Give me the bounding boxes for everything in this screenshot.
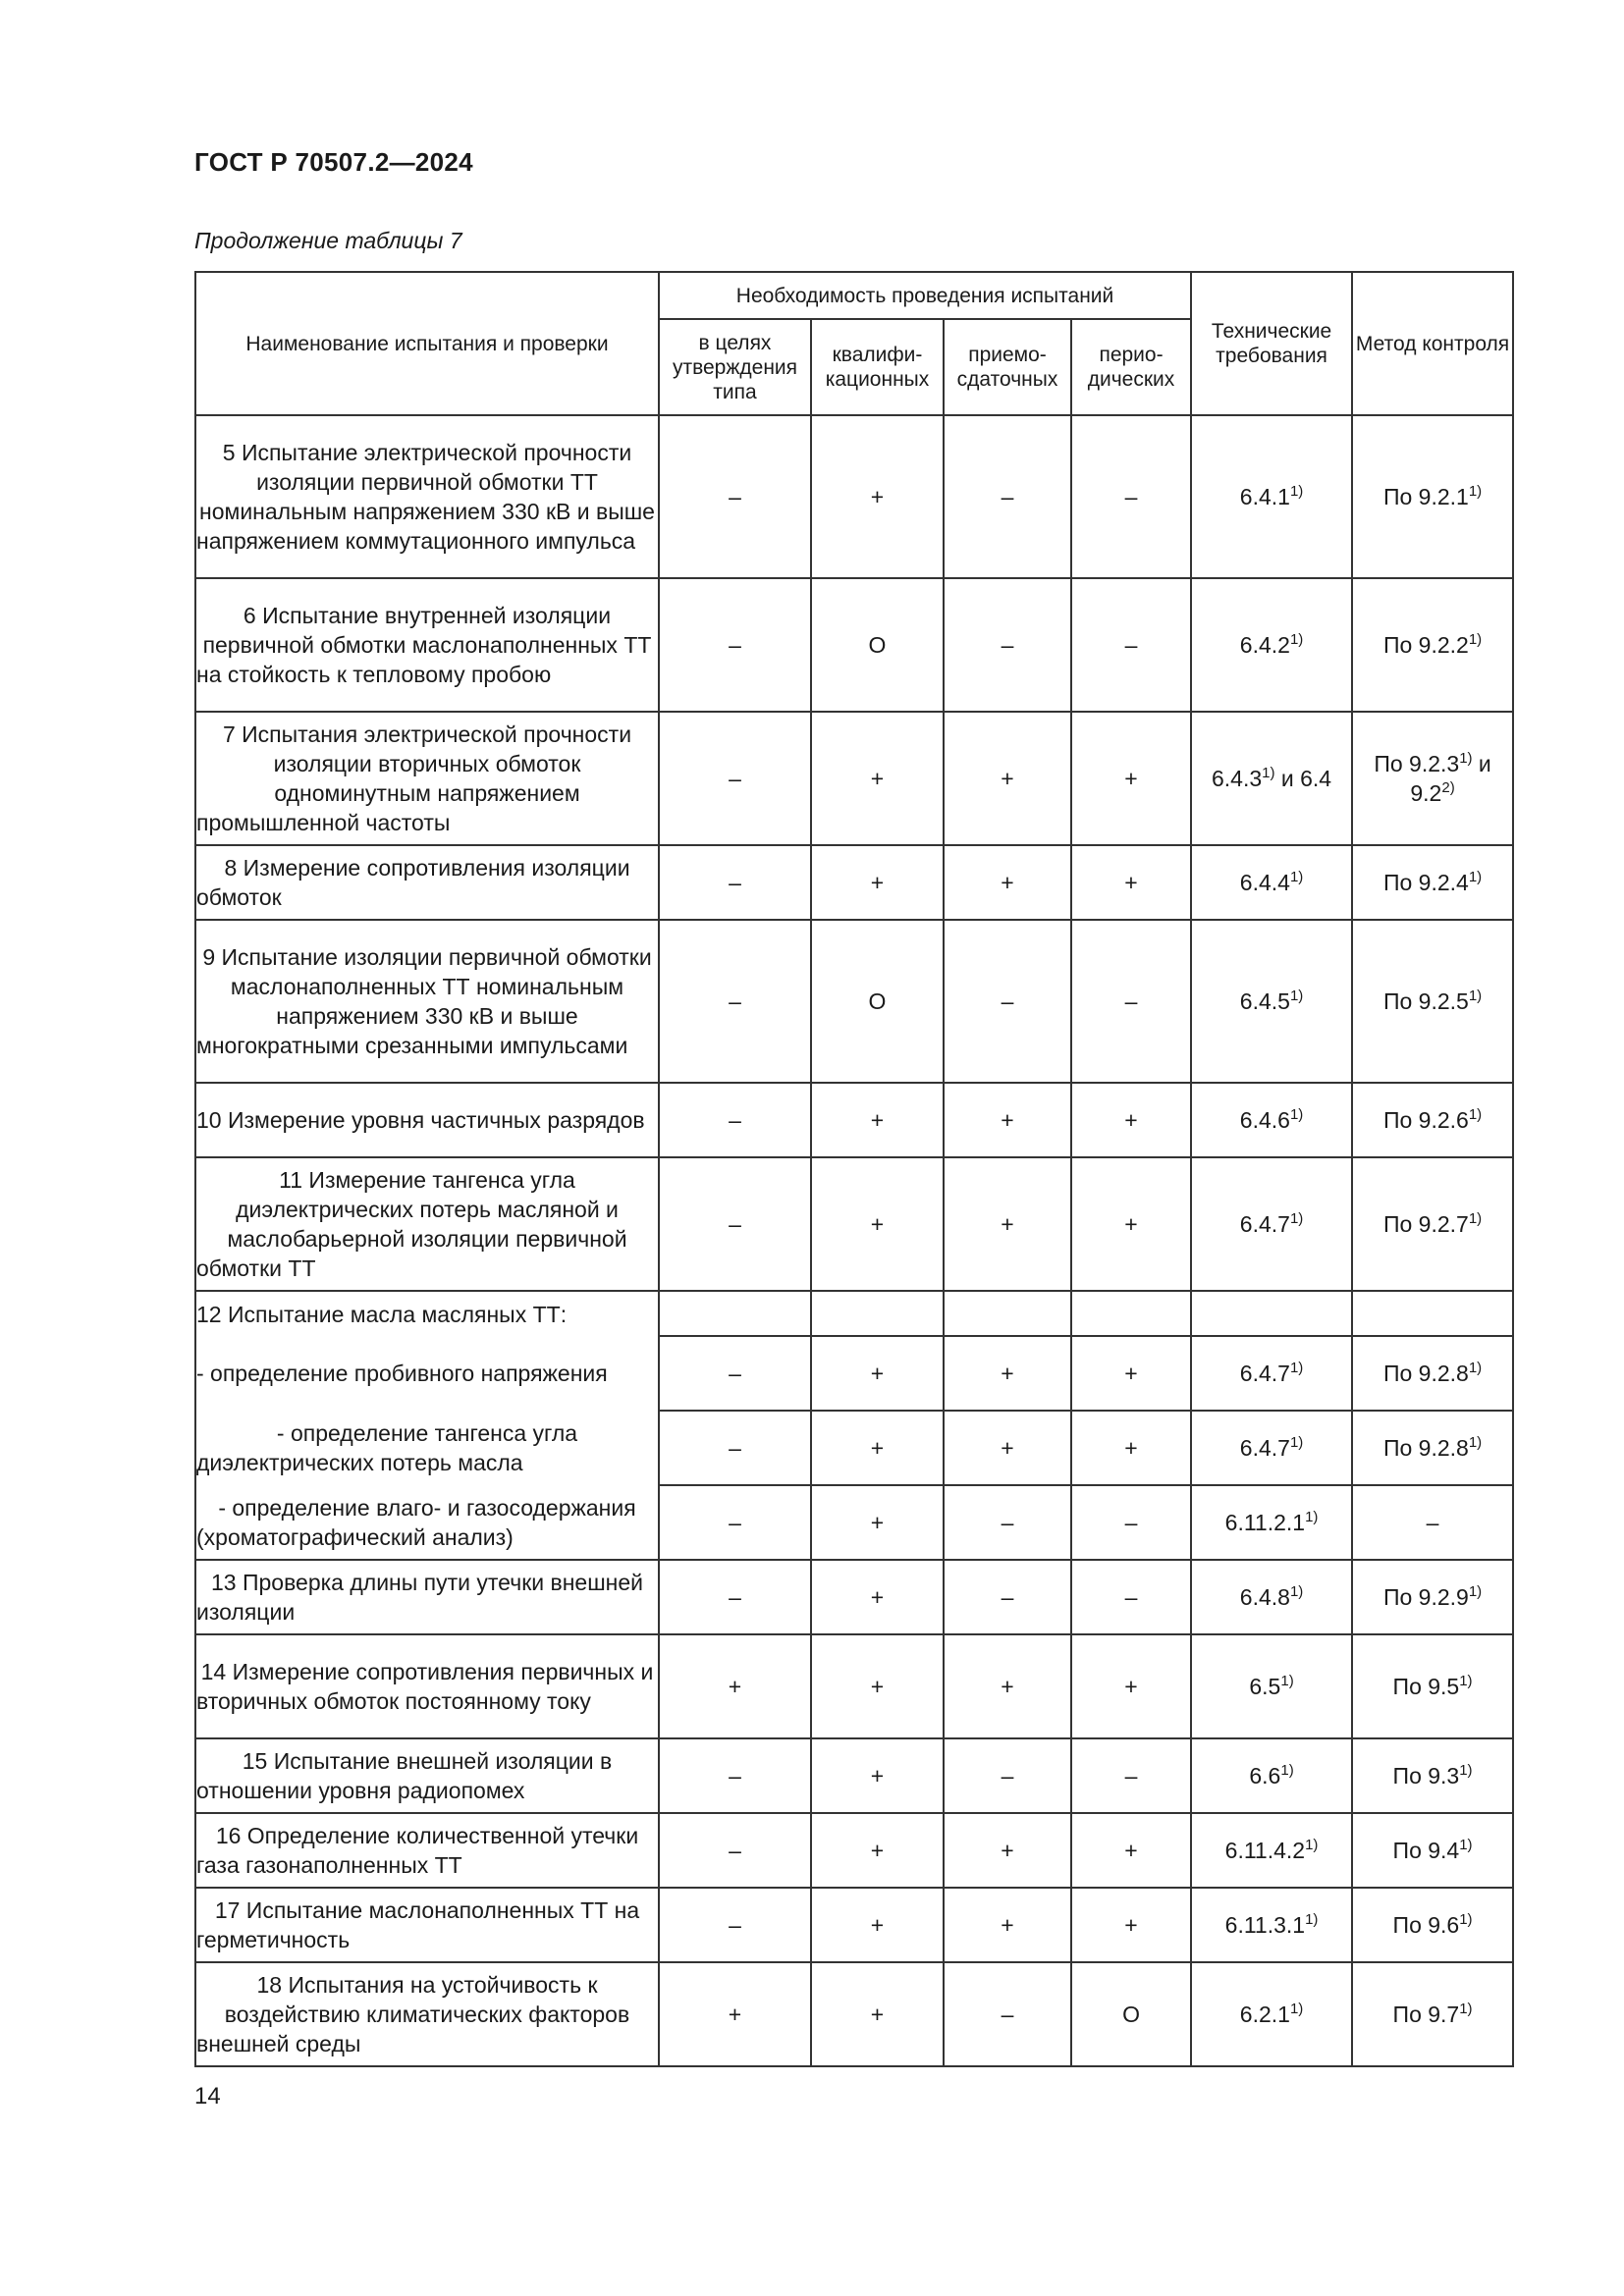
requirement-ref: 6.4.5 [1239,988,1290,1014]
requirement-tail: и 6.4 [1274,766,1332,791]
type-approval-mark: – [659,1411,811,1485]
table-row [195,1962,1513,2066]
requirement-footnote: 1) [1280,1673,1294,1689]
table-row [195,1560,1513,1634]
control-method-cell [1352,1634,1513,1738]
control-method-cell [1352,1411,1513,1485]
requirement-ref: 6.4.3 [1211,766,1263,791]
test-name: 7 Испытания электрической прочности изоляции вторичных обмоток одноминутным напряжением промышленной частоты [195,712,659,845]
table-row [195,1411,1513,1485]
tech-requirement-cell [1191,1813,1352,1888]
type-approval-mark: – [659,920,811,1083]
test-name: 8 Измерение сопротивления изоляции обмоток [195,845,659,920]
requirement-ref: 6.4.6 [1239,1107,1290,1133]
method-ref: По 9.2.9 [1382,1584,1469,1610]
table-row [195,1485,1513,1560]
qualification-mark: + [811,1485,944,1560]
tech-requirement-cell [1191,712,1352,845]
type-approval-mark: – [659,1560,811,1634]
control-method-cell [1352,1962,1513,2066]
method-footnote: 1) [1459,1673,1473,1689]
type-approval-mark: – [659,712,811,845]
method-footnote: 1) [1459,1911,1473,1928]
requirement-ref: 6.4.7 [1239,1435,1290,1461]
control-method-cell [1352,712,1513,845]
method-footnote: 1) [1468,988,1483,1004]
method-ref: По 9.2.2 [1382,632,1469,658]
control-method-cell [1352,1157,1513,1291]
tech-requirement-cell [1191,415,1352,578]
requirement-ref: 6.11.4.2 [1224,1838,1306,1863]
acceptance-mark: + [944,712,1071,845]
qualification-mark: + [811,845,944,920]
requirement-footnote: 1) [1289,1434,1304,1451]
requirement-footnote: 1) [1305,1837,1319,1853]
method-footnote: 1) [1459,750,1473,767]
test-name: 11 Измерение тангенса угла диэлектрических потерь масляной и маслобарьерной изоляции первичной обмотки ТТ [195,1157,659,1291]
requirement-ref: 6.4.4 [1239,870,1290,895]
control-method-cell [1352,1560,1513,1634]
requirement-ref: 6.11.2.1 [1224,1510,1306,1535]
acceptance-mark: + [944,1336,1071,1411]
header-necessity-group: Необходимость проведения испытаний [659,272,1191,319]
requirement-footnote: 1) [1289,1583,1304,1600]
tech-requirement-cell [1191,1634,1352,1738]
acceptance-mark: + [944,1634,1071,1738]
method-ref: – [1426,1510,1439,1535]
tech-requirement-cell [1191,1336,1352,1411]
table-body [195,415,1513,2066]
tech-requirement-cell [1191,1560,1352,1634]
table-row [195,712,1513,845]
tech-requirement-cell [1191,1962,1352,2066]
requirement-footnote: 1) [1289,2001,1304,2017]
method-ref: По 9.2.4 [1382,870,1469,895]
method-footnote: 1) [1468,1210,1483,1227]
method-ref: По 9.3 [1392,1763,1460,1789]
requirement-footnote: 1) [1289,869,1304,885]
method-footnote: 1) [1468,483,1483,500]
method-ref: По 9.2.8 [1382,1361,1469,1386]
type-approval-mark: – [659,1888,811,1962]
type-approval-mark: – [659,1813,811,1888]
periodic-mark: + [1071,1411,1191,1485]
control-method-cell [1352,1485,1513,1560]
acceptance-mark: + [944,1083,1071,1157]
header-control-method: Метод контроля [1352,272,1513,415]
control-method-cell [1352,415,1513,578]
qualification-mark: + [811,1157,944,1291]
control-method-cell [1352,1083,1513,1157]
type-approval-mark: – [659,1083,811,1157]
requirement-footnote: 1) [1280,1762,1294,1779]
periodic-mark: + [1071,845,1191,920]
control-method-cell [1352,1888,1513,1962]
test-name: 10 Измерение уровня частичных разрядов [195,1083,659,1157]
periodic-mark: + [1071,1157,1191,1291]
header-name: Наименование испытания и проверки [195,272,659,415]
empty-cell [1191,1291,1352,1336]
qualification-mark: + [811,1083,944,1157]
tech-requirement-cell [1191,1888,1352,1962]
test-name: - определение влаго- и газосодержания (хроматографический анализ) [195,1485,659,1560]
control-method-cell [1352,1336,1513,1411]
method-footnote: 1) [1459,1837,1473,1853]
table-row [195,1336,1513,1411]
requirement-ref: 6.4.7 [1239,1361,1290,1386]
type-approval-mark: – [659,1157,811,1291]
test-name: 17 Испытание маслонаполненных ТТ на герметичность [195,1888,659,1962]
periodic-mark: + [1071,712,1191,845]
oil-group-title: 12 Испытание масла масляных ТТ: [195,1291,659,1336]
method-ref: По 9.2.8 [1382,1435,1469,1461]
method-footnote: 1) [1468,1106,1483,1123]
control-method-cell [1352,1813,1513,1888]
qualification-mark: + [811,1962,944,2066]
method-ref: По 9.4 [1392,1838,1460,1863]
type-approval-mark: – [659,1485,811,1560]
acceptance-mark: + [944,1411,1071,1485]
requirement-footnote: 1) [1289,483,1304,500]
periodic-mark: + [1071,1813,1191,1888]
tech-requirement-cell [1191,1157,1352,1291]
periodic-mark: О [1071,1962,1191,2066]
requirement-ref: 6.4.8 [1239,1584,1290,1610]
acceptance-mark: + [944,1157,1071,1291]
table-row [195,1634,1513,1738]
qualification-mark: + [811,1888,944,1962]
method-ref: По 9.7 [1392,2002,1460,2027]
test-name: 18 Испытания на устойчивость к воздействию климатических факторов внешней среды [195,1962,659,2066]
method-ref: По 9.2.6 [1382,1107,1469,1133]
tests-table [194,271,1514,2067]
method-tail: и 9.2 [1410,751,1491,806]
table-row [195,1888,1513,1962]
method-ref: По 9.2.1 [1382,484,1469,509]
method-footnote: 1) [1459,1762,1473,1779]
qualification-mark: + [811,712,944,845]
qualification-mark: + [811,1336,944,1411]
document-header: ГОСТ Р 70507.2—2024 [194,147,473,177]
table-row [195,578,1513,712]
requirement-footnote: 1) [1305,1509,1319,1525]
requirement-footnote: 1) [1289,631,1304,648]
qualification-mark: + [811,1560,944,1634]
table-caption: Продолжение таблицы 7 [194,228,462,253]
table-row [195,415,1513,578]
test-name: 13 Проверка длины пути утечки внешней изоляции [195,1560,659,1634]
periodic-mark: + [1071,1083,1191,1157]
table-row [195,1083,1513,1157]
acceptance-mark: + [944,1888,1071,1962]
periodic-mark: + [1071,1634,1191,1738]
requirement-ref: 6.4.1 [1239,484,1290,509]
tech-requirement-cell [1191,845,1352,920]
method-footnote: 1) [1468,869,1483,885]
qualification-mark: О [811,920,944,1083]
header-qualification: квалифи-кационных [811,319,944,415]
qualification-mark: + [811,415,944,578]
requirement-footnote: 1) [1305,1911,1319,1928]
type-approval-mark: – [659,415,811,578]
empty-cell [1071,1291,1191,1336]
type-approval-mark: – [659,578,811,712]
periodic-mark: – [1071,578,1191,712]
periodic-mark: – [1071,1738,1191,1813]
test-name: 6 Испытание внутренней изоляции первичной обмотки маслонаполненных ТТ на стойкость к тепловому пробою [195,578,659,712]
requirement-ref: 6.11.3.1 [1224,1912,1306,1938]
table-row [195,1157,1513,1291]
control-method-cell [1352,1738,1513,1813]
requirement-footnote: 1) [1289,1210,1304,1227]
acceptance-mark: – [944,1560,1071,1634]
acceptance-mark: – [944,415,1071,578]
table-row [195,1738,1513,1813]
acceptance-mark: – [944,1485,1071,1560]
header-tech-requirements: Технические требования [1191,272,1352,415]
method-ref: По 9.2.3 [1374,751,1460,776]
qualification-mark: О [811,578,944,712]
acceptance-mark: + [944,845,1071,920]
type-approval-mark: – [659,1336,811,1411]
method-footnote: 1) [1468,631,1483,648]
tech-requirement-cell [1191,1485,1352,1560]
method-ref: По 9.2.7 [1382,1211,1469,1237]
acceptance-mark: – [944,1962,1071,2066]
tech-requirement-cell [1191,1411,1352,1485]
test-name: 5 Испытание электрической прочности изоляции первичной обмотки ТТ номинальным напряжением 330 кВ и выше напряжением коммутационного импульса [195,415,659,578]
type-approval-mark: + [659,1634,811,1738]
periodic-mark: + [1071,1888,1191,1962]
empty-cell [659,1291,811,1336]
requirement-footnote: 1) [1289,988,1304,1004]
acceptance-mark: – [944,920,1071,1083]
header-periodic: перио-дических [1071,319,1191,415]
periodic-mark: + [1071,1336,1191,1411]
periodic-mark: – [1071,415,1191,578]
method-footnote: 1) [1468,1360,1483,1376]
tech-requirement-cell [1191,920,1352,1083]
type-approval-mark: + [659,1962,811,2066]
table-row [195,845,1513,920]
qualification-mark: + [811,1411,944,1485]
control-method-cell [1352,578,1513,712]
qualification-mark: + [811,1634,944,1738]
periodic-mark: – [1071,1485,1191,1560]
type-approval-mark: – [659,1738,811,1813]
method-footnote-2: 2) [1441,779,1455,796]
tech-requirement-cell [1191,1083,1352,1157]
acceptance-mark: + [944,1813,1071,1888]
requirement-ref: 6.5 [1249,1674,1281,1699]
requirement-ref: 6.4.7 [1239,1211,1290,1237]
control-method-cell [1352,920,1513,1083]
requirement-ref: 6.4.2 [1239,632,1290,658]
type-approval-mark: – [659,845,811,920]
test-name: 14 Измерение сопротивления первичных и вторичных обмоток постоянному току [195,1634,659,1738]
header-acceptance: приемо-сдаточных [944,319,1071,415]
method-ref: По 9.5 [1392,1674,1460,1699]
requirement-footnote: 1) [1262,765,1275,781]
qualification-mark: + [811,1813,944,1888]
tech-requirement-cell [1191,578,1352,712]
table-row [195,920,1513,1083]
test-name: - определение тангенса угла диэлектрических потерь масла [195,1411,659,1485]
method-footnote: 1) [1459,2001,1473,2017]
test-name: - определение пробивного напряжения [195,1336,659,1411]
method-footnote: 1) [1468,1434,1483,1451]
periodic-mark: – [1071,920,1191,1083]
requirement-footnote: 1) [1289,1106,1304,1123]
test-name: 15 Испытание внешней изоляции в отношении уровня радиопомех [195,1738,659,1813]
empty-cell [1352,1291,1513,1336]
oil-group-title-row [195,1291,1513,1336]
acceptance-mark: – [944,578,1071,712]
periodic-mark: – [1071,1560,1191,1634]
header-type-approval: в целях утверждения типа [659,319,811,415]
requirement-footnote: 1) [1289,1360,1304,1376]
acceptance-mark: – [944,1738,1071,1813]
control-method-cell [1352,845,1513,920]
test-name: 9 Испытание изоляции первичной обмотки маслонаполненных ТТ номинальным напряжением 330 кВ и выше многократными срезанными импульсами [195,920,659,1083]
empty-cell [944,1291,1071,1336]
test-name: 16 Определение количественной утечки газа газонаполненных ТТ [195,1813,659,1888]
method-ref: По 9.6 [1392,1912,1460,1938]
table-row [195,1813,1513,1888]
qualification-mark: + [811,1738,944,1813]
method-footnote: 1) [1468,1583,1483,1600]
requirement-ref: 6.6 [1249,1763,1281,1789]
empty-cell [811,1291,944,1336]
method-ref: По 9.2.5 [1382,988,1469,1014]
page-number: 14 [194,2083,221,2109]
tech-requirement-cell [1191,1738,1352,1813]
requirement-ref: 6.2.1 [1239,2002,1290,2027]
